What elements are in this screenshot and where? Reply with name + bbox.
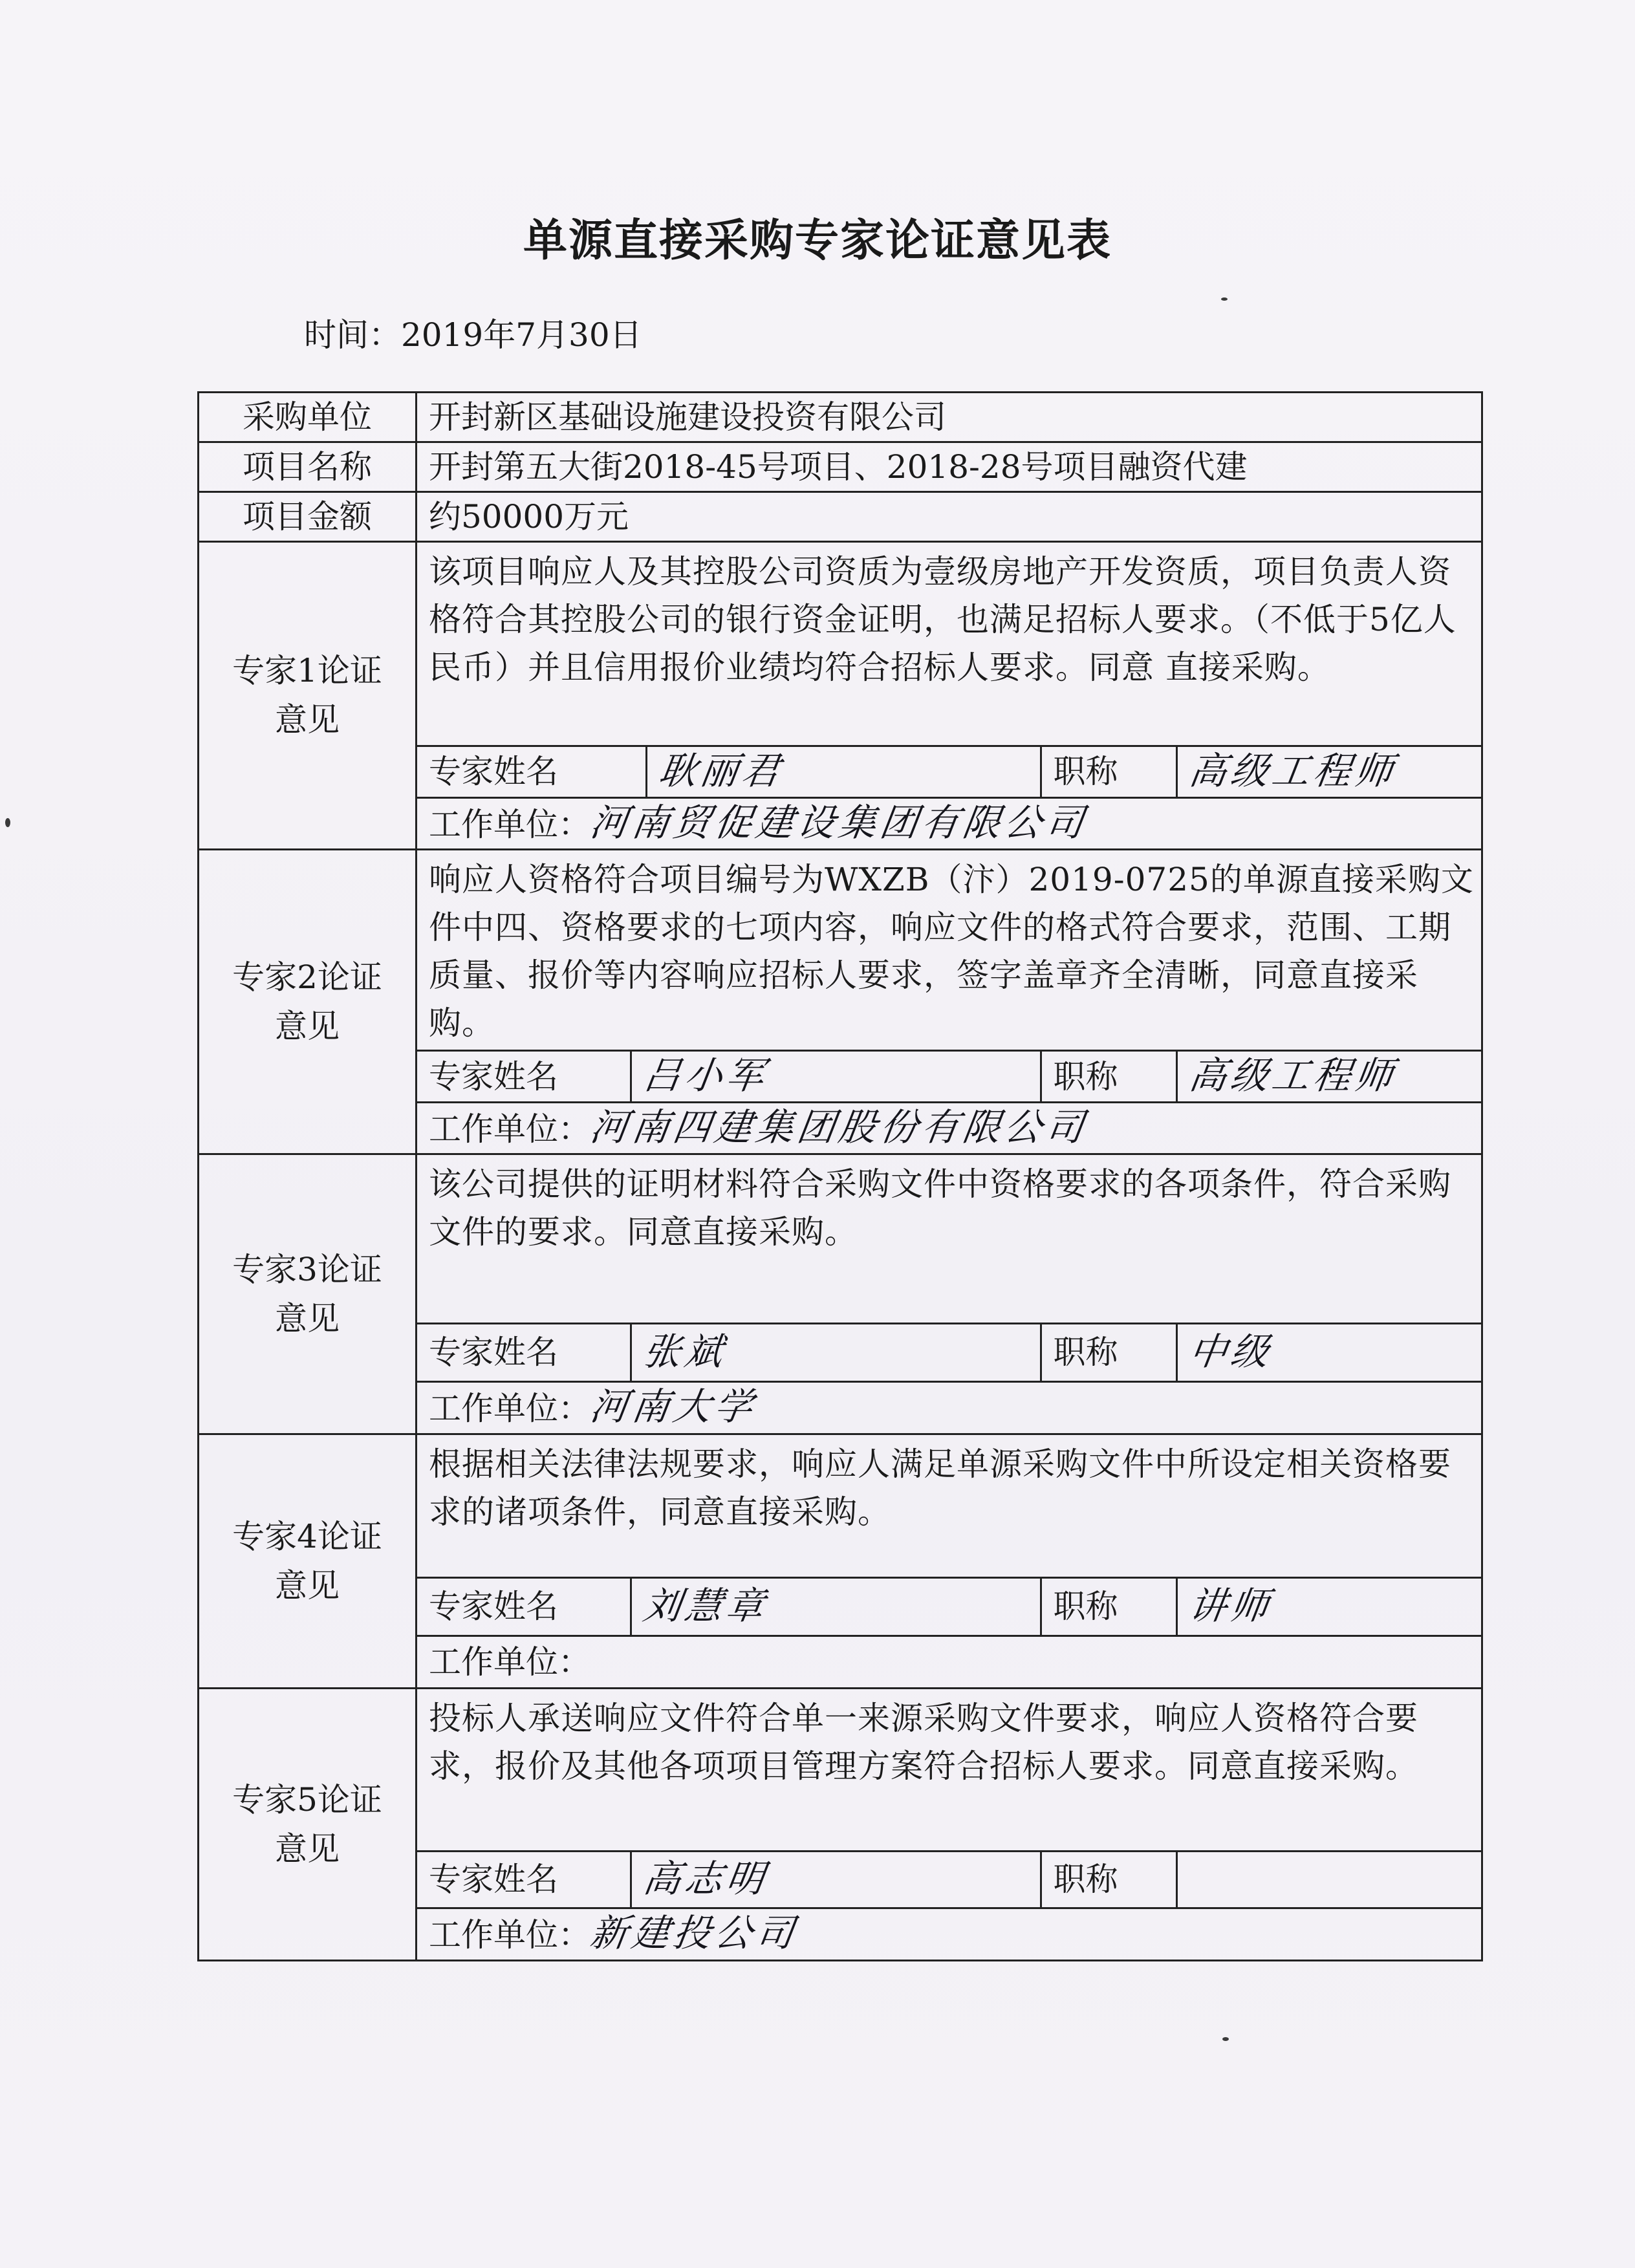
expert-4-name-label: 专家姓名 [417, 1577, 631, 1636]
scan-speck [5, 818, 10, 827]
expert-5-unit-sig-text: 新建投公司 [587, 1911, 801, 1956]
expert-3-label-line1: 专家3论证 [232, 1251, 382, 1288]
form-title: 单源直接采购专家论证意见表 [523, 215, 1112, 266]
expert-3-label [199, 1154, 417, 1434]
expert-5-unit-label: 工作单位： [429, 1916, 590, 1954]
expert-5-opinion: 投标人承送响应文件符合单一来源采购文件要求，响应人资格符合要求，报价及其他各项项目管理方案符合招标人要求。同意直接采购。 [429, 1700, 1418, 1785]
expert-1-title-signature [1176, 746, 1483, 797]
expert-4-label-line2: 意见 [275, 1567, 340, 1604]
expert-4-opinion: 根据相关法律法规要求，响应人满足单源采购文件中所设定相关资格要求的诸项条件，同意直接采购。 [429, 1445, 1451, 1531]
expert-5-name-signature [631, 1851, 1041, 1908]
expert-4-label-line1: 专家4论证 [232, 1518, 382, 1555]
expert-4-title-signature [1176, 1577, 1483, 1636]
expert-5-section [199, 1689, 1482, 1961]
expert-1-title-sig-text: 高级工程师 [1186, 748, 1400, 793]
expert-1-unit-sig-text: 河南贸促建设集团有限公司 [587, 800, 1090, 845]
expert-4-section [199, 1434, 1482, 1689]
expert-5-label-line1: 专家5论证 [232, 1781, 382, 1819]
expert-5-body [417, 1689, 1482, 1961]
scan-speck [1222, 2037, 1229, 2041]
expert-1-section [199, 542, 1482, 850]
expert-4-title-label: 职称 [1041, 1577, 1176, 1636]
project-label: 项目名称 [199, 442, 417, 492]
expert-2-name-label: 专家姓名 [417, 1051, 631, 1103]
expert-2-unit [417, 1103, 1483, 1154]
expert-4-unit-label: 工作单位： [429, 1643, 590, 1681]
expert-1-opinion: 该项目响应人及其控股公司资质为壹级房地产开发资质，项目负责人资格符合其控股公司的银行资金证明，也满足招标人要求。（不低于5亿人民币）并且信用报价业绩均符合招标人要求。同意 直接采购。 [429, 553, 1456, 686]
expert-3-title-signature [1176, 1323, 1483, 1381]
expert-3-title-label: 职称 [1041, 1323, 1176, 1381]
expert-1-label-line1: 专家1论证 [232, 652, 382, 690]
purchaser-row [199, 393, 1482, 442]
expert-3-name-sig-text: 张斌 [640, 1329, 730, 1374]
expert-1-unit-label: 工作单位： [429, 805, 590, 843]
expert-3-body [417, 1154, 1482, 1434]
expert-5-title-signature [1176, 1851, 1483, 1908]
purchaser-label: 采购单位 [199, 393, 417, 442]
expert-1-label-line2: 意见 [275, 701, 340, 739]
expert-4-name-signature [631, 1577, 1041, 1636]
expert-2-label-line1: 专家2论证 [232, 958, 382, 996]
expert-2-unit-sig-text: 河南四建集团股份有限公司 [587, 1105, 1090, 1149]
expert-1-name-label: 专家姓名 [417, 746, 646, 797]
expert-3-unit-label: 工作单位： [429, 1390, 590, 1428]
expert-3-opinion: 该公司提供的证明材料符合采购文件中资格要求的各项条件，符合采购文件的要求。同意直接采购。 [429, 1165, 1451, 1251]
expert-3-label-line2: 意见 [275, 1300, 340, 1337]
expert-5-label [199, 1689, 417, 1961]
expert-5-title-label: 职称 [1041, 1851, 1176, 1908]
opinion-form-table [197, 391, 1483, 1961]
expert-4-label [199, 1434, 417, 1689]
expert-2-name-signature [631, 1051, 1041, 1103]
expert-2-label [199, 849, 417, 1154]
expert-2-opinion: 响应人资格符合项目编号为WXZB（汴）2019-0725的单源直接采购文件中四、资格要求的七项内容，响应文件的格式符合要求，范围、工期质量、报价等内容响应招标人要求，签字盖章齐全清晰，同意直接采购。 [429, 860, 1474, 1042]
amount-value: 约50000万元 [417, 492, 1482, 542]
expert-5-label-line2: 意见 [275, 1830, 340, 1868]
project-row [199, 442, 1482, 492]
expert-3-unit-sig-text: 河南大学 [587, 1385, 759, 1429]
expert-1-name-sig-text: 耿丽君 [655, 748, 786, 793]
expert-2-section [199, 849, 1482, 1154]
project-value: 开封第五大街2018-45号项目、2018-28号项目融资代建 [417, 442, 1482, 492]
expert-2-label-line2: 意见 [275, 1007, 340, 1045]
expert-1-body [417, 542, 1482, 850]
expert-2-title-signature [1176, 1051, 1483, 1103]
expert-3-name-signature [631, 1323, 1041, 1381]
expert-5-name-label: 专家姓名 [417, 1851, 631, 1908]
amount-label: 项目金额 [199, 492, 417, 542]
expert-5-unit [417, 1908, 1483, 1960]
scan-speck [1221, 297, 1228, 301]
expert-4-title-sig-text: 讲师 [1186, 1583, 1275, 1628]
expert-1-name-signature [646, 746, 1041, 797]
expert-2-body [417, 849, 1482, 1154]
expert-1-unit [417, 797, 1483, 848]
form-date: 时间：2019年7月30日 [304, 316, 642, 354]
expert-2-unit-label: 工作单位： [429, 1110, 590, 1148]
amount-row [199, 492, 1482, 542]
expert-4-unit [417, 1636, 1483, 1687]
expert-3-unit [417, 1381, 1483, 1433]
expert-4-body [417, 1434, 1482, 1689]
expert-3-section [199, 1154, 1482, 1434]
expert-2-name-sig-text: 吕小军 [640, 1053, 771, 1097]
expert-3-name-label: 专家姓名 [417, 1323, 631, 1381]
expert-2-title-sig-text: 高级工程师 [1186, 1053, 1400, 1097]
expert-2-title-label: 职称 [1041, 1051, 1176, 1103]
expert-3-title-sig-text: 中级 [1186, 1329, 1275, 1374]
expert-5-name-sig-text: 高志明 [640, 1856, 771, 1901]
purchaser-value: 开封新区基础设施建设投资有限公司 [417, 393, 1482, 442]
expert-1-title-label: 职称 [1041, 746, 1176, 797]
expert-1-label [199, 542, 417, 850]
expert-4-name-sig-text: 刘慧章 [640, 1583, 771, 1628]
